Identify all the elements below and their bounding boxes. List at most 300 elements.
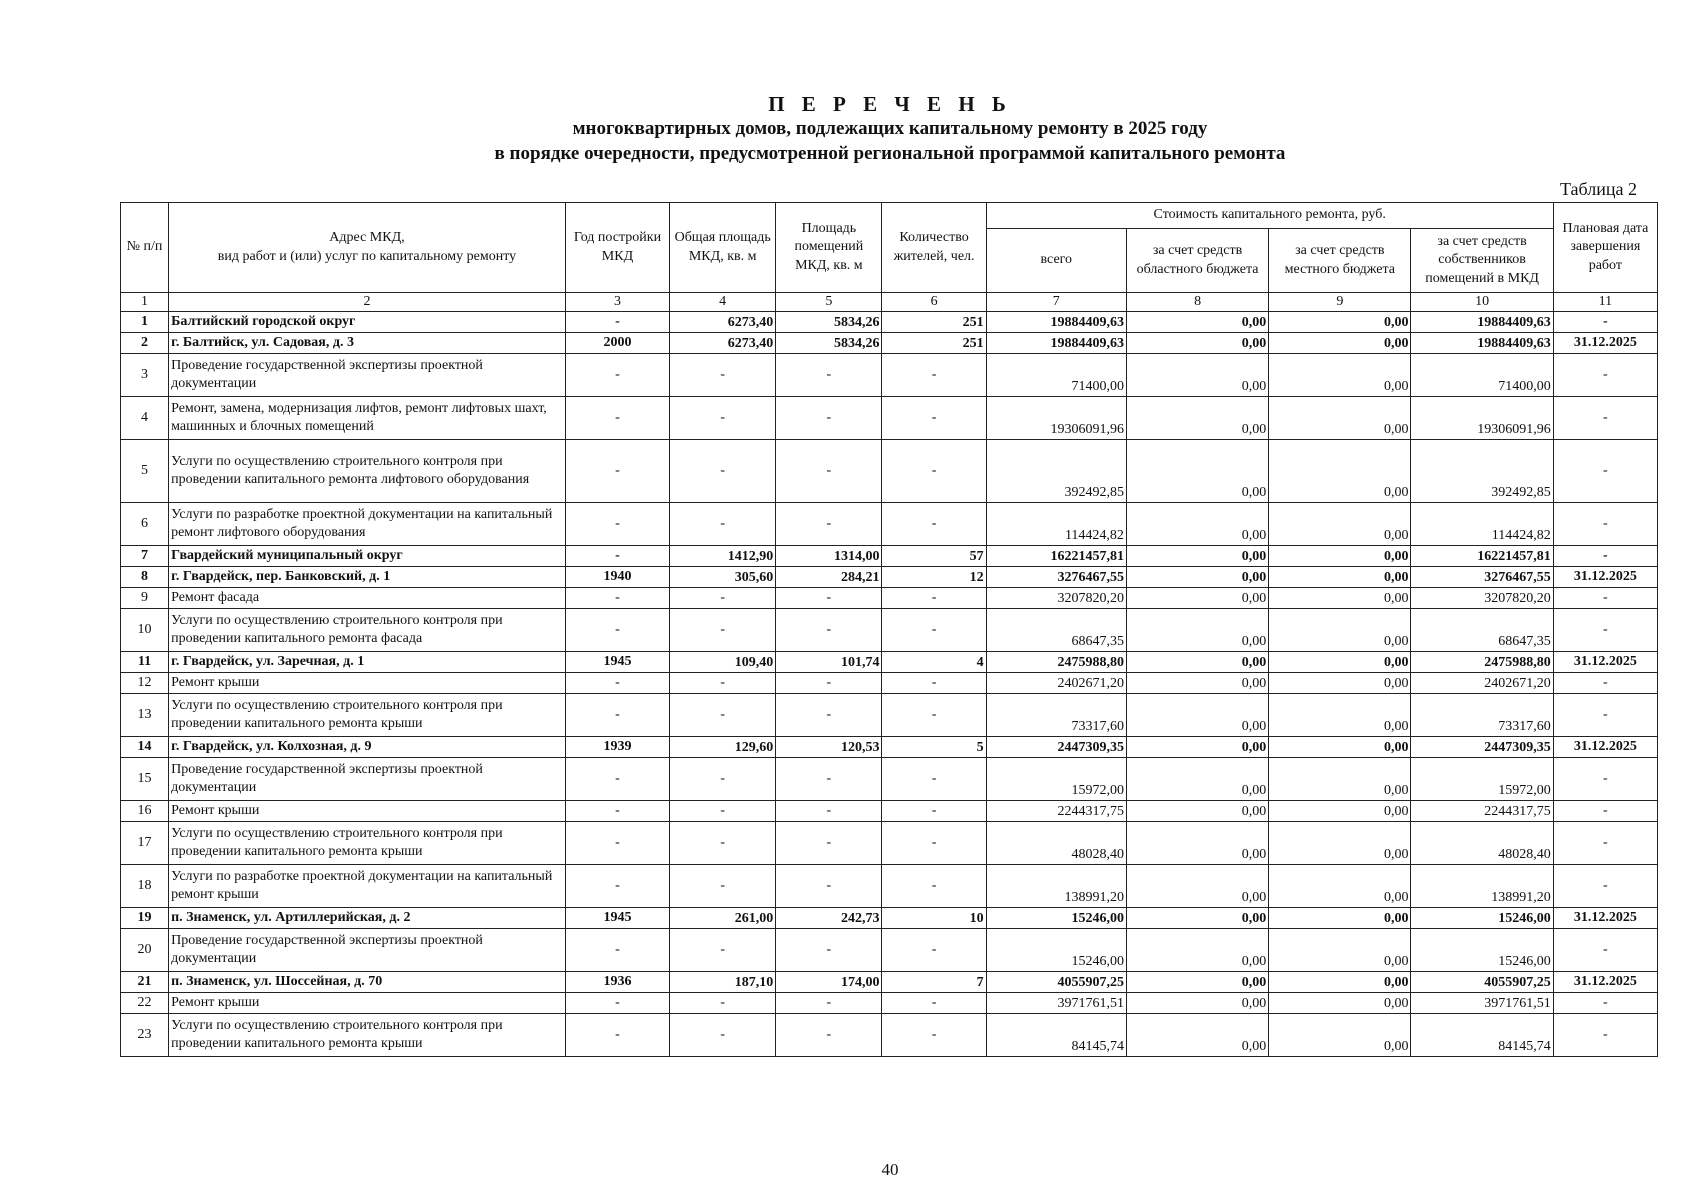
row-number-cell: 15 xyxy=(121,758,169,801)
residents-cell: 7 xyxy=(882,972,986,993)
cost-local-cell: 0,00 xyxy=(1269,333,1411,354)
completion-date-cell: - xyxy=(1553,673,1657,694)
row-number-cell: 20 xyxy=(121,929,169,972)
work-item-row xyxy=(121,694,1658,737)
cost-total-cell: 19306091,96 xyxy=(986,397,1126,440)
year-cell: 2000 xyxy=(565,333,669,354)
completion-date-cell: - xyxy=(1553,503,1657,546)
year-cell: - xyxy=(565,694,669,737)
work-item-row xyxy=(121,929,1658,972)
row-number-cell: 10 xyxy=(121,609,169,652)
table-body xyxy=(121,293,1658,1057)
cost-owners-cell: 114424,82 xyxy=(1411,503,1553,546)
total-area-cell: - xyxy=(670,801,776,822)
work-item-row xyxy=(121,801,1658,822)
address-cell: Услуги по осуществлению строительного контроля при проведении капитального ремонта лифтового оборудования xyxy=(169,440,566,503)
year-cell: 1945 xyxy=(565,652,669,673)
premises-area-cell: 284,21 xyxy=(776,567,882,588)
column-number-cell: 1 xyxy=(121,293,169,312)
completion-date-cell: - xyxy=(1553,440,1657,503)
residents-cell: - xyxy=(882,929,986,972)
cost-local-cell: 0,00 xyxy=(1269,822,1411,865)
total-area-cell: - xyxy=(670,588,776,609)
residents-cell: - xyxy=(882,822,986,865)
cost-regional-cell: 0,00 xyxy=(1126,865,1268,908)
cost-local-cell: 0,00 xyxy=(1269,673,1411,694)
completion-date-cell: - xyxy=(1553,1014,1657,1057)
cost-regional-cell: 0,00 xyxy=(1126,694,1268,737)
cost-owners-cell: 15246,00 xyxy=(1411,908,1553,929)
row-number-cell: 13 xyxy=(121,694,169,737)
cost-local-cell: 0,00 xyxy=(1269,908,1411,929)
premises-area-cell: 1314,00 xyxy=(776,546,882,567)
address-cell: Балтийский городской округ xyxy=(169,312,566,333)
residents-cell: - xyxy=(882,503,986,546)
summary-row xyxy=(121,333,1658,354)
cost-owners-cell: 48028,40 xyxy=(1411,822,1553,865)
cost-local-cell: 0,00 xyxy=(1269,865,1411,908)
address-cell: Ремонт крыши xyxy=(169,801,566,822)
column-number-cell: 4 xyxy=(670,293,776,312)
cost-owners-cell: 19884409,63 xyxy=(1411,333,1553,354)
cost-regional-cell: 0,00 xyxy=(1126,908,1268,929)
cost-owners-cell: 19306091,96 xyxy=(1411,397,1553,440)
document-subtitle-line2: в порядке очередности, предусмотренной региональной программой капитального ремонта xyxy=(494,143,1286,164)
row-number-cell: 19 xyxy=(121,908,169,929)
cost-owners-cell: 16221457,81 xyxy=(1411,546,1553,567)
row-number-cell: 16 xyxy=(121,801,169,822)
completion-date-cell: 31.12.2025 xyxy=(1553,567,1657,588)
residents-cell: 12 xyxy=(882,567,986,588)
address-cell: Ремонт, замена, модернизация лифтов, ремонт лифтовых шахт, машинных и блочных помещений xyxy=(169,397,566,440)
premises-area-cell: 120,53 xyxy=(776,737,882,758)
cost-total-cell: 48028,40 xyxy=(986,822,1126,865)
column-number-cell: 3 xyxy=(565,293,669,312)
summary-row xyxy=(121,908,1658,929)
cost-owners-cell: 2402671,20 xyxy=(1411,673,1553,694)
premises-area-cell: - xyxy=(776,397,882,440)
column-number-cell: 5 xyxy=(776,293,882,312)
address-cell: Услуги по осуществлению строительного контроля при проведении капитального ремонта крыши xyxy=(169,1014,566,1057)
total-area-cell: 261,00 xyxy=(670,908,776,929)
cost-owners-cell: 4055907,25 xyxy=(1411,972,1553,993)
residents-cell: 4 xyxy=(882,652,986,673)
cost-owners-cell: 3971761,51 xyxy=(1411,993,1553,1014)
cost-regional-cell: 0,00 xyxy=(1126,440,1268,503)
address-cell: Ремонт крыши xyxy=(169,993,566,1014)
cost-owners-cell: 15972,00 xyxy=(1411,758,1553,801)
premises-area-cell: 242,73 xyxy=(776,908,882,929)
cost-local-cell: 0,00 xyxy=(1269,312,1411,333)
completion-date-cell: 31.12.2025 xyxy=(1553,972,1657,993)
document-title: П Е Р Е Ч Е Н Ь xyxy=(768,92,1012,116)
table-label: Таблица 2 xyxy=(1560,179,1637,199)
residents-cell: - xyxy=(882,609,986,652)
buildings-table xyxy=(120,202,1658,1057)
cost-local-cell: 0,00 xyxy=(1269,929,1411,972)
cost-regional-cell: 0,00 xyxy=(1126,737,1268,758)
work-item-row xyxy=(121,822,1658,865)
premises-area-cell: - xyxy=(776,865,882,908)
cost-total-cell: 2475988,80 xyxy=(986,652,1126,673)
cost-local-cell: 0,00 xyxy=(1269,588,1411,609)
column-number-cell: 11 xyxy=(1553,293,1657,312)
completion-date-cell: 31.12.2025 xyxy=(1553,908,1657,929)
cost-owners-cell: 73317,60 xyxy=(1411,694,1553,737)
address-cell: г. Гвардейск, ул. Заречная, д. 1 xyxy=(169,652,566,673)
summary-row xyxy=(121,567,1658,588)
row-number-cell: 7 xyxy=(121,546,169,567)
row-number-cell: 22 xyxy=(121,993,169,1014)
residents-cell: - xyxy=(882,1014,986,1057)
cost-owners-cell: 2475988,80 xyxy=(1411,652,1553,673)
completion-date-cell: - xyxy=(1553,865,1657,908)
total-area-cell: - xyxy=(670,354,776,397)
summary-row xyxy=(121,546,1658,567)
total-area-cell: - xyxy=(670,865,776,908)
residents-cell: - xyxy=(882,865,986,908)
col-header-year: Год постройки МКД xyxy=(565,203,669,293)
row-number-cell: 17 xyxy=(121,822,169,865)
address-cell: Ремонт крыши xyxy=(169,673,566,694)
col-header-cost-owners: за счет средств собственников помещений в МКД xyxy=(1411,229,1553,293)
year-cell: 1940 xyxy=(565,567,669,588)
completion-date-cell: - xyxy=(1553,609,1657,652)
address-cell: Проведение государственной экспертизы проектной документации xyxy=(169,929,566,972)
year-cell: - xyxy=(565,609,669,652)
address-cell: г. Балтийск, ул. Садовая, д. 3 xyxy=(169,333,566,354)
residents-cell: - xyxy=(882,673,986,694)
col-header-residents: Количество жителей, чел. xyxy=(882,203,986,293)
column-number-cell: 9 xyxy=(1269,293,1411,312)
cost-owners-cell: 84145,74 xyxy=(1411,1014,1553,1057)
row-number-cell: 14 xyxy=(121,737,169,758)
work-item-row xyxy=(121,503,1658,546)
premises-area-cell: 174,00 xyxy=(776,972,882,993)
cost-total-cell: 3276467,55 xyxy=(986,567,1126,588)
col-header-num: № п/п xyxy=(121,203,169,293)
cost-local-cell: 0,00 xyxy=(1269,652,1411,673)
completion-date-cell: - xyxy=(1553,312,1657,333)
total-area-cell: - xyxy=(670,694,776,737)
address-cell: Проведение государственной экспертизы проектной документации xyxy=(169,354,566,397)
row-number-cell: 5 xyxy=(121,440,169,503)
completion-date-cell: - xyxy=(1553,993,1657,1014)
col-header-premises-area: Площадь помещений МКД, кв. м xyxy=(776,203,882,293)
cost-regional-cell: 0,00 xyxy=(1126,333,1268,354)
cost-total-cell: 68647,35 xyxy=(986,609,1126,652)
summary-row xyxy=(121,312,1658,333)
residents-cell: 10 xyxy=(882,908,986,929)
year-cell: - xyxy=(565,440,669,503)
address-cell: Услуги по осуществлению строительного контроля при проведении капитального ремонта крыши xyxy=(169,694,566,737)
cost-owners-cell: 71400,00 xyxy=(1411,354,1553,397)
cost-local-cell: 0,00 xyxy=(1269,354,1411,397)
year-cell: - xyxy=(565,546,669,567)
summary-row xyxy=(121,737,1658,758)
cost-regional-cell: 0,00 xyxy=(1126,609,1268,652)
cost-local-cell: 0,00 xyxy=(1269,609,1411,652)
premises-area-cell: - xyxy=(776,758,882,801)
column-number-cell: 8 xyxy=(1126,293,1268,312)
year-cell: - xyxy=(565,993,669,1014)
work-item-row xyxy=(121,865,1658,908)
cost-owners-cell: 2244317,75 xyxy=(1411,801,1553,822)
cost-regional-cell: 0,00 xyxy=(1126,972,1268,993)
total-area-cell: 109,40 xyxy=(670,652,776,673)
col-header-completion: Плановая дата завершения работ xyxy=(1553,203,1657,293)
address-cell: п. Знаменск, ул. Артиллерийская, д. 2 xyxy=(169,908,566,929)
completion-date-cell: - xyxy=(1553,588,1657,609)
total-area-cell: - xyxy=(670,397,776,440)
premises-area-cell: - xyxy=(776,929,882,972)
residents-cell: - xyxy=(882,758,986,801)
col-header-address xyxy=(169,203,566,293)
residents-cell: - xyxy=(882,993,986,1014)
address-cell: Ремонт фасада xyxy=(169,588,566,609)
premises-area-cell: - xyxy=(776,993,882,1014)
cost-total-cell: 15246,00 xyxy=(986,929,1126,972)
cost-total-cell: 392492,85 xyxy=(986,440,1126,503)
row-number-cell: 2 xyxy=(121,333,169,354)
total-area-cell: 187,10 xyxy=(670,972,776,993)
premises-area-cell: - xyxy=(776,694,882,737)
row-number-cell: 23 xyxy=(121,1014,169,1057)
premises-area-cell: - xyxy=(776,609,882,652)
cost-regional-cell: 0,00 xyxy=(1126,822,1268,865)
cost-local-cell: 0,00 xyxy=(1269,972,1411,993)
address-cell: п. Знаменск, ул. Шоссейная, д. 70 xyxy=(169,972,566,993)
residents-cell: - xyxy=(882,694,986,737)
residents-cell: 5 xyxy=(882,737,986,758)
row-number-cell: 11 xyxy=(121,652,169,673)
total-area-cell: - xyxy=(670,609,776,652)
cost-regional-cell: 0,00 xyxy=(1126,354,1268,397)
year-cell: - xyxy=(565,865,669,908)
cost-local-cell: 0,00 xyxy=(1269,801,1411,822)
work-item-row xyxy=(121,993,1658,1014)
year-cell: - xyxy=(565,1014,669,1057)
cost-local-cell: 0,00 xyxy=(1269,737,1411,758)
year-cell: - xyxy=(565,588,669,609)
summary-row xyxy=(121,972,1658,993)
work-item-row xyxy=(121,758,1658,801)
completion-date-cell: 31.12.2025 xyxy=(1553,737,1657,758)
cost-owners-cell: 3207820,20 xyxy=(1411,588,1553,609)
completion-date-cell: - xyxy=(1553,694,1657,737)
cost-local-cell: 0,00 xyxy=(1269,993,1411,1014)
address-cell: Гвардейский муниципальный округ xyxy=(169,546,566,567)
row-number-cell: 9 xyxy=(121,588,169,609)
cost-total-cell: 3971761,51 xyxy=(986,993,1126,1014)
completion-date-cell: - xyxy=(1553,929,1657,972)
completion-date-cell: - xyxy=(1553,354,1657,397)
cost-total-cell: 4055907,25 xyxy=(986,972,1126,993)
cost-owners-cell: 68647,35 xyxy=(1411,609,1553,652)
total-area-cell: - xyxy=(670,440,776,503)
completion-date-cell: 31.12.2025 xyxy=(1553,333,1657,354)
total-area-cell: - xyxy=(670,503,776,546)
total-area-cell: 305,60 xyxy=(670,567,776,588)
address-cell: Услуги по разработке проектной документации на капитальный ремонт лифтового оборудования xyxy=(169,503,566,546)
year-cell: 1945 xyxy=(565,908,669,929)
year-cell: - xyxy=(565,822,669,865)
summary-row xyxy=(121,652,1658,673)
cost-owners-cell: 15246,00 xyxy=(1411,929,1553,972)
completion-date-cell: - xyxy=(1553,397,1657,440)
address-cell: Услуги по осуществлению строительного контроля при проведении капитального ремонта фасада xyxy=(169,609,566,652)
column-number-cell: 10 xyxy=(1411,293,1553,312)
col-header-cost-regional: за счет средств областного бюджета xyxy=(1126,229,1268,293)
page-number: 40 xyxy=(881,1160,899,1179)
year-cell: - xyxy=(565,397,669,440)
cost-total-cell: 19884409,63 xyxy=(986,312,1126,333)
cost-local-cell: 0,00 xyxy=(1269,546,1411,567)
residents-cell: 251 xyxy=(882,312,986,333)
cost-total-cell: 15972,00 xyxy=(986,758,1126,801)
cost-regional-cell: 0,00 xyxy=(1126,993,1268,1014)
cost-total-cell: 73317,60 xyxy=(986,694,1126,737)
col-header-cost-local: за счет средств местного бюджета xyxy=(1269,229,1411,293)
total-area-cell: - xyxy=(670,673,776,694)
row-number-cell: 8 xyxy=(121,567,169,588)
cost-regional-cell: 0,00 xyxy=(1126,312,1268,333)
work-item-row xyxy=(121,1014,1658,1057)
cost-regional-cell: 0,00 xyxy=(1126,567,1268,588)
cost-owners-cell: 3276467,55 xyxy=(1411,567,1553,588)
cost-regional-cell: 0,00 xyxy=(1126,397,1268,440)
cost-total-cell: 2447309,35 xyxy=(986,737,1126,758)
row-number-cell: 3 xyxy=(121,354,169,397)
total-area-cell: 6273,40 xyxy=(670,312,776,333)
column-number-row xyxy=(121,293,1658,312)
row-number-cell: 6 xyxy=(121,503,169,546)
col-header-cost-total: всего xyxy=(986,229,1126,293)
cost-owners-cell: 138991,20 xyxy=(1411,865,1553,908)
cost-owners-cell: 392492,85 xyxy=(1411,440,1553,503)
cost-regional-cell: 0,00 xyxy=(1126,758,1268,801)
cost-regional-cell: 0,00 xyxy=(1126,588,1268,609)
work-item-row xyxy=(121,440,1658,503)
cost-regional-cell: 0,00 xyxy=(1126,929,1268,972)
cost-total-cell: 2244317,75 xyxy=(986,801,1126,822)
cost-regional-cell: 0,00 xyxy=(1126,801,1268,822)
year-cell: - xyxy=(565,503,669,546)
col-header-total-area: Общая площадь МКД, кв. м xyxy=(670,203,776,293)
cost-local-cell: 0,00 xyxy=(1269,503,1411,546)
completion-date-cell: - xyxy=(1553,822,1657,865)
total-area-cell: 129,60 xyxy=(670,737,776,758)
year-cell: 1936 xyxy=(565,972,669,993)
address-cell: Услуги по разработке проектной документации на капитальный ремонт крыши xyxy=(169,865,566,908)
cost-local-cell: 0,00 xyxy=(1269,694,1411,737)
cost-local-cell: 0,00 xyxy=(1269,567,1411,588)
row-number-cell: 1 xyxy=(121,312,169,333)
total-area-cell: - xyxy=(670,1014,776,1057)
row-number-cell: 18 xyxy=(121,865,169,908)
cost-local-cell: 0,00 xyxy=(1269,1014,1411,1057)
premises-area-cell: - xyxy=(776,503,882,546)
year-cell: - xyxy=(565,758,669,801)
row-number-cell: 4 xyxy=(121,397,169,440)
residents-cell: - xyxy=(882,397,986,440)
total-area-cell: - xyxy=(670,758,776,801)
row-number-cell: 21 xyxy=(121,972,169,993)
cost-total-cell: 84145,74 xyxy=(986,1014,1126,1057)
col-header-address-text: Адрес МКД, вид работ и (или) услуг по капитальному ремонту xyxy=(217,230,517,264)
column-number-cell: 2 xyxy=(169,293,566,312)
premises-area-cell: - xyxy=(776,1014,882,1057)
year-cell: - xyxy=(565,801,669,822)
cost-regional-cell: 0,00 xyxy=(1126,1014,1268,1057)
cost-total-cell: 15246,00 xyxy=(986,908,1126,929)
premises-area-cell: - xyxy=(776,801,882,822)
column-number-cell: 6 xyxy=(882,293,986,312)
address-cell: Услуги по осуществлению строительного контроля при проведении капитального ремонта крыши xyxy=(169,822,566,865)
premises-area-cell: 5834,26 xyxy=(776,312,882,333)
residents-cell: - xyxy=(882,440,986,503)
cost-total-cell: 16221457,81 xyxy=(986,546,1126,567)
residents-cell: 57 xyxy=(882,546,986,567)
cost-regional-cell: 0,00 xyxy=(1126,652,1268,673)
year-cell: - xyxy=(565,673,669,694)
total-area-cell: - xyxy=(670,993,776,1014)
residents-cell: 251 xyxy=(882,333,986,354)
premises-area-cell: - xyxy=(776,588,882,609)
address-cell: Проведение государственной экспертизы проектной документации xyxy=(169,758,566,801)
document-subtitle-line1: многоквартирных домов, подлежащих капитальному ремонту в 2025 году xyxy=(572,118,1208,139)
cost-total-cell: 114424,82 xyxy=(986,503,1126,546)
residents-cell: - xyxy=(882,801,986,822)
year-cell: - xyxy=(565,312,669,333)
premises-area-cell: - xyxy=(776,822,882,865)
year-cell: - xyxy=(565,929,669,972)
cost-total-cell: 138991,20 xyxy=(986,865,1126,908)
cost-regional-cell: 0,00 xyxy=(1126,546,1268,567)
year-cell: - xyxy=(565,354,669,397)
cost-regional-cell: 0,00 xyxy=(1126,503,1268,546)
year-cell: 1939 xyxy=(565,737,669,758)
address-cell: г. Гвардейск, ул. Колхозная, д. 9 xyxy=(169,737,566,758)
residents-cell: - xyxy=(882,588,986,609)
table-container xyxy=(120,202,1658,1057)
row-number-cell: 12 xyxy=(121,673,169,694)
work-item-row xyxy=(121,588,1658,609)
cost-total-cell: 71400,00 xyxy=(986,354,1126,397)
cost-owners-cell: 2447309,35 xyxy=(1411,737,1553,758)
completion-date-cell: - xyxy=(1553,546,1657,567)
premises-area-cell: 5834,26 xyxy=(776,333,882,354)
cost-owners-cell: 19884409,63 xyxy=(1411,312,1553,333)
work-item-row xyxy=(121,397,1658,440)
cost-total-cell: 2402671,20 xyxy=(986,673,1126,694)
cost-regional-cell: 0,00 xyxy=(1126,673,1268,694)
premises-area-cell: - xyxy=(776,354,882,397)
total-area-cell: 1412,90 xyxy=(670,546,776,567)
total-area-cell: - xyxy=(670,822,776,865)
work-item-row xyxy=(121,673,1658,694)
work-item-row xyxy=(121,354,1658,397)
total-area-cell: - xyxy=(670,929,776,972)
completion-date-cell: 31.12.2025 xyxy=(1553,652,1657,673)
cost-local-cell: 0,00 xyxy=(1269,397,1411,440)
completion-date-cell: - xyxy=(1553,758,1657,801)
premises-area-cell: - xyxy=(776,673,882,694)
cost-local-cell: 0,00 xyxy=(1269,440,1411,503)
total-area-cell: 6273,40 xyxy=(670,333,776,354)
premises-area-cell: 101,74 xyxy=(776,652,882,673)
address-cell: г. Гвардейск, пер. Банковский, д. 1 xyxy=(169,567,566,588)
